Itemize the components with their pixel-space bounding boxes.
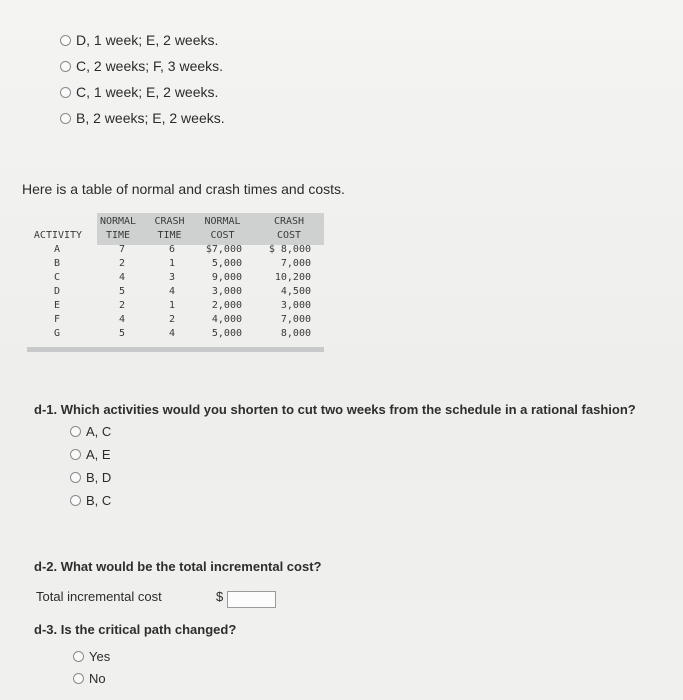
cell-activity: G xyxy=(53,328,61,339)
cell-normal-time: 2 xyxy=(118,258,125,269)
cell-activity: A xyxy=(53,244,61,255)
cell-normal-time: 4 xyxy=(118,272,125,283)
radio-button[interactable] xyxy=(60,35,71,46)
question-d2: d-2. What would be the total incremental cost? xyxy=(34,559,322,574)
cell-crash-time: 3 xyxy=(168,272,175,283)
cell-normal-time: 7 xyxy=(118,244,125,255)
cell-activity: C xyxy=(53,272,61,283)
cell-activity: D xyxy=(53,286,61,297)
cell-crash-cost: 10,200 xyxy=(274,272,311,283)
cell-normal-cost: $7,000 xyxy=(205,244,242,255)
cell-normal-time: 5 xyxy=(118,328,125,339)
radio-button[interactable] xyxy=(70,495,81,506)
header-normal-cost-2: COST xyxy=(210,230,235,241)
cell-normal-cost: 2,000 xyxy=(211,300,242,311)
header-crash-time-2: TIME xyxy=(157,230,182,241)
option-label: C, 1 week; E, 2 weeks. xyxy=(76,84,219,100)
cell-crash-cost: 7,000 xyxy=(280,258,311,269)
option-label: B, D xyxy=(86,470,112,485)
cost-table xyxy=(27,213,324,353)
cell-normal-cost: 5,000 xyxy=(211,328,242,339)
cell-normal-time: 4 xyxy=(118,314,125,325)
radio-button[interactable] xyxy=(60,61,71,72)
option-label: D, 1 week; E, 2 weeks. xyxy=(76,32,219,48)
table-bottom-rule xyxy=(27,347,324,352)
question-d3: d-3. Is the critical path changed? xyxy=(34,622,237,637)
header-normal-time-1: NORMAL xyxy=(99,216,137,227)
total-incremental-cost-label: Total incremental cost xyxy=(36,589,162,604)
cell-normal-time: 5 xyxy=(118,286,125,297)
option-label: B, 2 weeks; E, 2 weeks. xyxy=(76,110,225,126)
cell-crash-cost: $ 8,000 xyxy=(268,244,311,255)
cell-crash-time: 4 xyxy=(168,286,175,297)
cell-normal-cost: 3,000 xyxy=(211,286,242,297)
cell-activity: F xyxy=(53,314,61,325)
answer-option[interactable] xyxy=(60,84,218,100)
option-label: A, C xyxy=(86,424,112,439)
header-normal-cost-1: NORMAL xyxy=(204,216,241,227)
cell-crash-time: 6 xyxy=(168,244,175,255)
radio-button[interactable] xyxy=(73,651,84,662)
cell-crash-time: 1 xyxy=(168,258,175,269)
answer-option[interactable] xyxy=(60,58,223,74)
answer-option[interactable] xyxy=(70,447,111,462)
answer-option[interactable] xyxy=(70,470,111,485)
cell-crash-cost: 7,000 xyxy=(280,314,311,325)
cell-crash-cost: 4,500 xyxy=(280,286,311,297)
answer-option[interactable] xyxy=(73,649,110,664)
cell-normal-cost: 5,000 xyxy=(211,258,242,269)
question-d1: d-1. Which activities would you shorten to cut two weeks from the schedule in a rational fashion? xyxy=(34,402,636,417)
answer-option[interactable] xyxy=(60,32,218,48)
cell-crash-cost: 3,000 xyxy=(280,300,311,311)
cell-normal-time: 2 xyxy=(118,300,125,311)
option-label: C, 2 weeks; F, 3 weeks. xyxy=(76,58,224,74)
cell-crash-time: 2 xyxy=(168,314,175,325)
header-activity: ACTIVITY xyxy=(33,230,83,241)
currency-symbol: $ xyxy=(216,589,224,604)
radio-button[interactable] xyxy=(70,449,81,460)
cell-activity: E xyxy=(53,300,61,311)
header-crash-cost-1: CRASH xyxy=(273,216,305,227)
header-crash-time-1: CRASH xyxy=(154,216,185,227)
answer-option[interactable] xyxy=(73,671,106,686)
cell-normal-cost: 9,000 xyxy=(211,272,242,283)
radio-button[interactable] xyxy=(70,426,81,437)
cell-crash-cost: 8,000 xyxy=(280,328,311,339)
intro-text: Here is a table of normal and crash times and costs. xyxy=(22,181,345,197)
radio-button[interactable] xyxy=(60,87,71,98)
header-crash-cost-2: COST xyxy=(276,230,302,241)
option-label: No xyxy=(89,671,106,686)
cell-crash-time: 4 xyxy=(168,328,175,339)
answer-option[interactable] xyxy=(70,424,111,439)
cell-normal-cost: 4,000 xyxy=(211,314,242,325)
radio-button[interactable] xyxy=(73,673,84,684)
answer-option[interactable] xyxy=(70,493,111,508)
radio-button[interactable] xyxy=(70,472,81,483)
header-normal-time-2: TIME xyxy=(105,230,131,241)
answer-option[interactable] xyxy=(60,110,225,126)
radio-button[interactable] xyxy=(60,113,71,124)
option-label: B, C xyxy=(86,493,112,508)
option-label: Yes xyxy=(89,649,111,664)
total-incremental-cost-input[interactable] xyxy=(227,591,276,608)
option-label: A, E xyxy=(86,447,111,462)
cell-activity: B xyxy=(53,258,61,269)
cell-crash-time: 1 xyxy=(168,300,175,311)
